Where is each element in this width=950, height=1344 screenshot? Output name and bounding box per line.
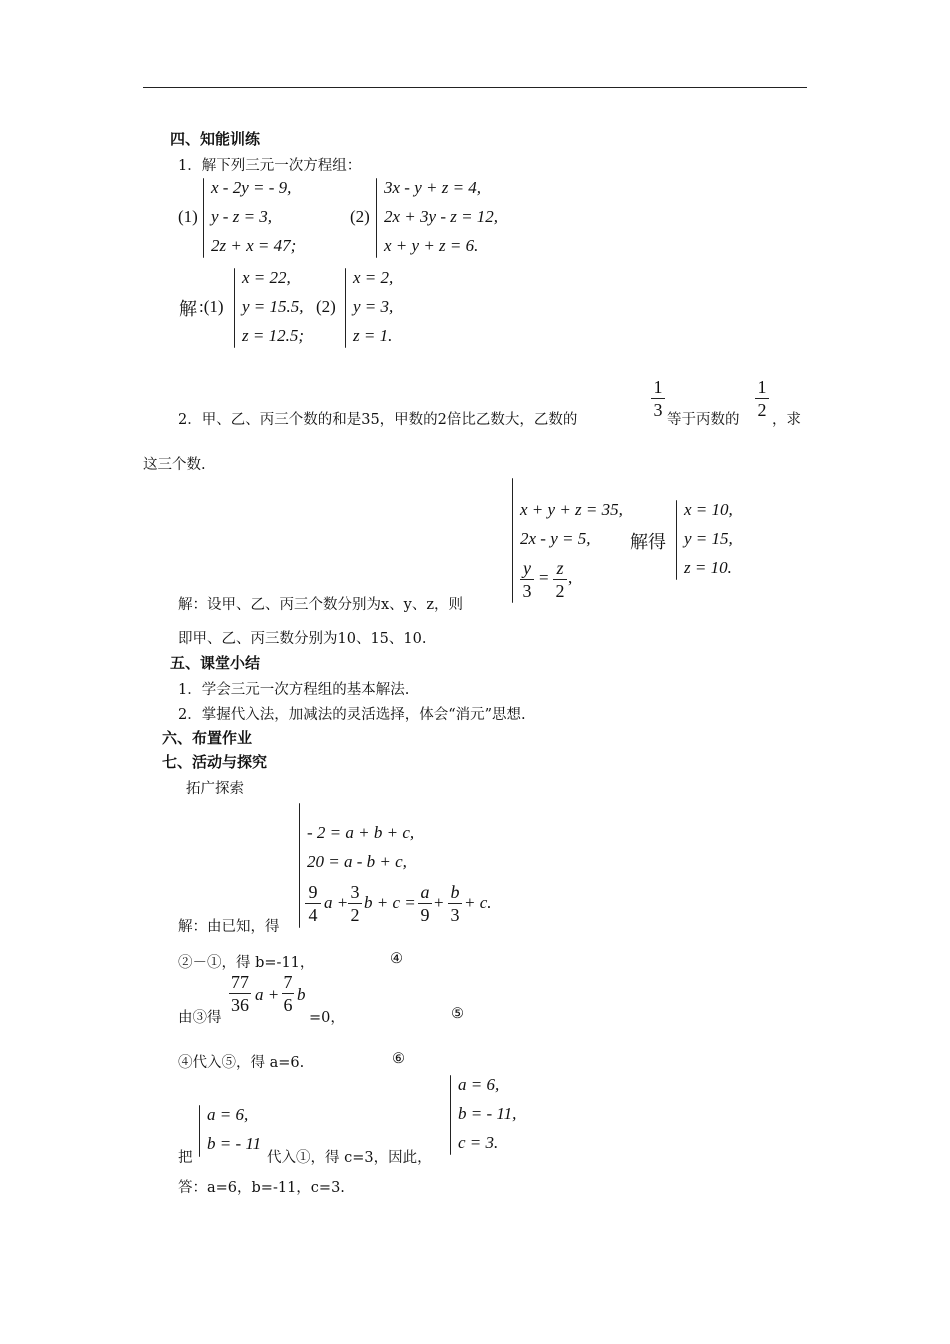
solution-setup-text: 解：设甲、乙、丙三个数分别为x、y、z，则 — [178, 597, 464, 613]
explore-system-brace — [299, 803, 300, 928]
system-1-eq-1: x - 2y = - 9, — [211, 178, 292, 197]
section-5-title: 五、课堂小结 — [170, 654, 261, 672]
summary-item-2: 2．掌握代入法，加减法的灵活选择，体会“消元”思想. — [178, 707, 526, 723]
question-1-text: 1．解下列三元一次方程组： — [178, 158, 362, 174]
system-2-eq-3: x + y + z = 6. — [384, 236, 479, 255]
answer-2-x: x = 2, — [353, 268, 394, 287]
answer-1-y: y = 15.5, — [242, 297, 304, 316]
answer-2-y: y = 3, — [353, 297, 394, 316]
solution-system-brace — [512, 478, 513, 603]
solution-eq-1: x + y + z = 35, — [520, 500, 623, 519]
step-5-term-a: a + — [255, 985, 280, 1004]
question-2-text-b: 等于丙数的 — [667, 412, 740, 428]
answer-1-brace — [234, 268, 235, 348]
step-5-mark: ⑤ — [451, 1006, 464, 1022]
explore-frac-a-9: a 9 — [418, 882, 432, 925]
solution-result-z: z = 10. — [684, 558, 732, 577]
final-answer: 答：a=6，b=-11，c=3. — [178, 1180, 345, 1196]
solution-result-x: x = 10, — [684, 500, 733, 519]
solution-frac-z2: z 2 — [553, 558, 567, 601]
step-5-term-b: b — [297, 985, 306, 1004]
answer-1-x: x = 22, — [242, 268, 291, 287]
explore-known-text: 解：由已知，得 — [178, 919, 280, 935]
summary-item-1: 1．学会三元一次方程组的基本解法. — [178, 682, 410, 698]
header-rule — [143, 87, 807, 88]
answer-part-2-label: (2) — [316, 297, 336, 316]
explore-eq-3-term-4: + c. — [464, 893, 492, 912]
final-system-brace — [450, 1075, 451, 1155]
solved-label: 解得 — [630, 532, 666, 553]
answer-part-1-label: :(1) — [199, 297, 224, 316]
substitute-system-brace — [199, 1105, 200, 1157]
explore-frac-3-2: 3 2 — [348, 882, 362, 925]
system-2-eq-2: 2x + 3y - z = 12, — [384, 207, 499, 226]
solution-result-brace — [676, 500, 677, 580]
explore-eq-1: - 2 = a + b + c, — [307, 823, 415, 842]
system-2-brace — [376, 178, 377, 258]
solution-eq-3-sign: = — [539, 568, 549, 587]
solution-eq-3-end: , — [568, 568, 573, 587]
final-a: a = 6, — [458, 1075, 500, 1094]
fraction-one-half: 1 2 — [755, 377, 769, 420]
explore-frac-b-3: b 3 — [448, 882, 462, 925]
solution-frac-y3: y 3 — [520, 558, 534, 601]
substitute-b: b = - 11 — [207, 1134, 262, 1153]
solution-conclusion: 即甲、乙、丙三数分别为10、15、10. — [178, 631, 427, 647]
system-1-label: (1) — [178, 207, 198, 226]
section-4-title: 四、知能训练 — [170, 130, 261, 148]
step-6-text: ④代入⑤，得 a=6. — [178, 1055, 305, 1071]
section-7-title: 七、活动与探究 — [162, 753, 268, 771]
step-5-frac-77-36: 77 36 — [231, 972, 249, 1015]
question-2-text-c: ，求 — [772, 412, 801, 428]
solution-result-y: y = 15, — [684, 529, 733, 548]
solution-eq-2: 2x - y = 5, — [520, 529, 591, 548]
explore-eq-2: 20 = a - b + c, — [307, 852, 407, 871]
explore-eq-3-term-1: a + — [324, 893, 349, 912]
explore-eq-3-term-3: + — [434, 893, 444, 912]
system-2-label: (2) — [350, 207, 370, 226]
step-5-prefix: 由③得 — [178, 1010, 222, 1026]
explore-eq-3-term-2: b + c = — [364, 893, 416, 912]
substitute-prefix: 把 — [178, 1150, 193, 1166]
step-5-suffix: =0， — [309, 1010, 345, 1026]
answer-2-brace — [345, 268, 346, 348]
question-2-text-a: 2．甲、乙、丙三个数的和是35，甲数的2倍比乙数大，乙数的 — [178, 412, 578, 428]
step-6-mark: ⑥ — [392, 1051, 405, 1067]
section-7-subtitle: 拓广探索 — [186, 781, 244, 797]
answer-2-z: z = 1. — [353, 326, 393, 345]
step-5-frac-7-6: 7 6 — [283, 972, 293, 1015]
step-4-mark: ④ — [390, 951, 403, 967]
question-2-line-2: 这三个数. — [143, 457, 206, 473]
answer-1-z: z = 12.5; — [242, 326, 304, 345]
final-c: c = 3. — [458, 1133, 499, 1152]
explore-frac-9-4: 9 4 — [305, 882, 321, 925]
system-1-brace — [203, 178, 204, 258]
answer-label: 解 — [179, 299, 197, 320]
substitute-a: a = 6, — [207, 1105, 249, 1124]
substitute-text: 代入①，得 c=3，因此， — [267, 1150, 432, 1166]
step-4-text: ②－①，得 b=-11， — [178, 955, 315, 971]
system-1-eq-2: y - z = 3, — [211, 207, 273, 226]
system-1-eq-3: 2z + x = 47; — [211, 236, 297, 255]
section-6-title: 六、布置作业 — [162, 729, 253, 747]
system-2-eq-1: 3x - y + z = 4, — [384, 178, 482, 197]
fraction-one-third: 1 3 — [651, 377, 665, 420]
final-b: b = - 11, — [458, 1104, 517, 1123]
